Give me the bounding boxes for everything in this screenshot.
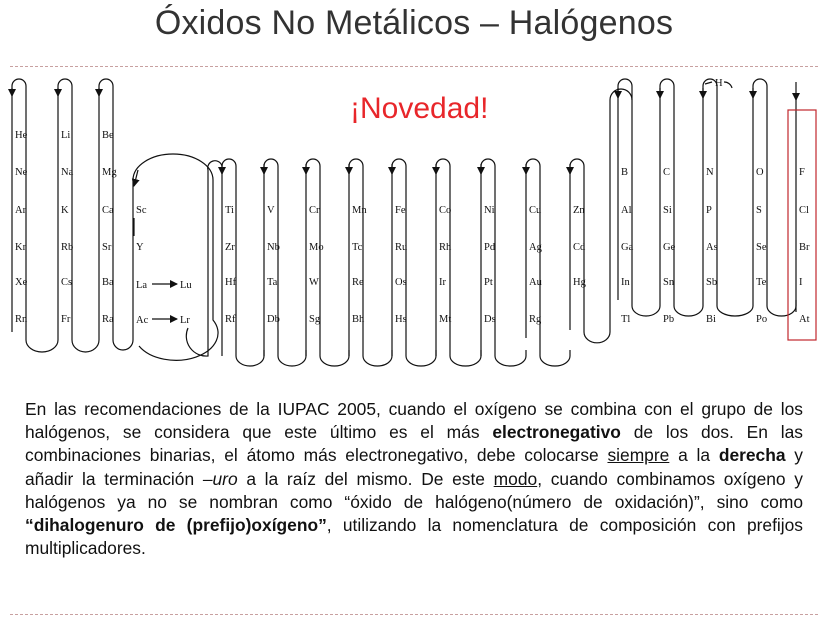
element-at: At bbox=[799, 314, 810, 325]
element-cr: Cr bbox=[309, 205, 320, 216]
para-underline-modo: modo bbox=[493, 468, 538, 489]
element-sc: Sc bbox=[136, 205, 147, 216]
element-ti: Ti bbox=[225, 205, 234, 216]
element-rg: Rg bbox=[529, 314, 542, 325]
element-co: Co bbox=[439, 205, 452, 216]
element-b: B bbox=[621, 167, 629, 178]
element-pd: Pd bbox=[484, 242, 496, 253]
element-xe: Xe bbox=[15, 277, 28, 288]
element-hs: Hs bbox=[395, 314, 407, 325]
element-nb: Nb bbox=[267, 242, 280, 253]
element-he: He bbox=[15, 130, 28, 141]
element-zn: Zn bbox=[573, 205, 585, 216]
element-si: Si bbox=[663, 205, 672, 216]
element-as: As bbox=[706, 242, 718, 253]
element-au: Au bbox=[529, 277, 542, 288]
element-n: N bbox=[706, 167, 714, 178]
element-w: W bbox=[309, 277, 319, 288]
element-te: Te bbox=[756, 277, 767, 288]
element-mo: Mo bbox=[309, 242, 324, 253]
element-br: Br bbox=[799, 242, 810, 253]
element-ru: Ru bbox=[395, 242, 408, 253]
bottom-divider bbox=[10, 614, 818, 615]
element-fe: Fe bbox=[395, 205, 406, 216]
explanation-paragraph bbox=[25, 398, 803, 560]
element-ar: Ar bbox=[15, 205, 27, 216]
element-y: Y bbox=[136, 242, 144, 253]
element-o: O bbox=[756, 167, 764, 178]
element-ac: Ac bbox=[136, 315, 149, 326]
element-tl: Tl bbox=[621, 314, 631, 325]
element-ag: Ag bbox=[529, 242, 542, 253]
element-p: P bbox=[706, 205, 712, 216]
para-text-7: , utilizando la nomenclatura de composición con prefijos multiplicadores. bbox=[25, 515, 804, 559]
element-mg: Mg bbox=[102, 167, 117, 178]
element-ne: Ne bbox=[15, 167, 28, 178]
element-k: K bbox=[61, 205, 69, 216]
element-ta: Ta bbox=[267, 277, 278, 288]
element-sn: Sn bbox=[663, 277, 675, 288]
para-text-3: a la bbox=[669, 445, 719, 466]
element-tc: Tc bbox=[352, 242, 363, 253]
element-mt: Mt bbox=[439, 314, 452, 325]
element-h: H bbox=[715, 78, 723, 89]
element-ni: Ni bbox=[484, 205, 495, 216]
element-ra: Ra bbox=[102, 314, 114, 325]
element-re: Re bbox=[352, 277, 364, 288]
element-ca: Ca bbox=[102, 205, 114, 216]
element-al: Al bbox=[621, 205, 632, 216]
element-hg: Hg bbox=[573, 277, 586, 288]
element-li: Li bbox=[61, 130, 71, 141]
element-c: C bbox=[663, 167, 671, 178]
para-italic-uro: –uro bbox=[202, 468, 238, 489]
element-rn: Rn bbox=[15, 314, 28, 325]
element-se: Se bbox=[756, 242, 767, 253]
para-text-6: , cuando combinamos oxígeno y halógenos ya no se nombran como “óxido de halógeno(número de oxidación)”, sino como bbox=[25, 468, 803, 512]
halogen-highlight-box bbox=[788, 110, 816, 340]
para-text-5: a la raíz del mismo. De este bbox=[237, 468, 494, 489]
element-db: Db bbox=[267, 314, 280, 325]
element-ba: Ba bbox=[102, 277, 114, 288]
element-pb: Pb bbox=[663, 314, 675, 325]
element-zr: Zr bbox=[225, 242, 235, 253]
element-cs: Cs bbox=[61, 277, 73, 288]
para-bold-derecha: derecha bbox=[718, 445, 786, 466]
element-ds: Ds bbox=[484, 314, 496, 325]
element-ge: Ge bbox=[663, 242, 676, 253]
element-hf: Hf bbox=[225, 277, 237, 288]
para-bold-dihalogenuro: “dihalogenuro de (prefijo)oxígeno” bbox=[25, 515, 327, 536]
element-sr: Sr bbox=[102, 242, 112, 253]
element-in: In bbox=[621, 277, 630, 288]
element-bh: Bh bbox=[352, 314, 365, 325]
element-po: Po bbox=[756, 314, 768, 325]
para-underline-siempre: siempre bbox=[607, 445, 670, 466]
element-f: F bbox=[799, 167, 805, 178]
para-text-4: y añadir la terminación bbox=[25, 445, 803, 489]
element-cd: Cd bbox=[573, 242, 586, 253]
element-bi: Bi bbox=[706, 314, 716, 325]
element-lr: Lr bbox=[180, 315, 190, 326]
element-ga: Ga bbox=[621, 242, 634, 253]
novedad-banner: ¡Novedad! bbox=[350, 92, 489, 125]
element-na: Na bbox=[61, 167, 74, 178]
element-v: V bbox=[267, 205, 275, 216]
element-rb: Rb bbox=[61, 242, 74, 253]
element-s: S bbox=[756, 205, 762, 216]
element-lu: Lu bbox=[180, 280, 192, 291]
element-la: La bbox=[136, 280, 148, 291]
element-sg: Sg bbox=[309, 314, 321, 325]
element-cu: Cu bbox=[529, 205, 542, 216]
periodic-spiral-diagram bbox=[0, 70, 828, 370]
element-rh: Rh bbox=[439, 242, 452, 253]
element-mn: Mn bbox=[352, 205, 367, 216]
element-be: Be bbox=[102, 130, 114, 141]
element-ir: Ir bbox=[439, 277, 446, 288]
element-cl: Cl bbox=[799, 205, 809, 216]
element-os: Os bbox=[395, 277, 407, 288]
page-title: Óxidos No Metálicos – Halógenos bbox=[154, 4, 674, 42]
top-divider bbox=[10, 66, 818, 67]
para-bold-electronegativo: electronegativo bbox=[492, 422, 621, 443]
para-text-2: de los dos. En las combinaciones binarias, el átomo más electronegativo, debe colocarse bbox=[25, 422, 803, 466]
element-kr: Kr bbox=[15, 242, 27, 253]
element-rf: Rf bbox=[225, 314, 236, 325]
element-i: I bbox=[799, 277, 803, 288]
element-sb: Sb bbox=[706, 277, 718, 288]
element-fr: Fr bbox=[61, 314, 71, 325]
element-pt: Pt bbox=[484, 277, 493, 288]
para-text-1: En las recomendaciones de la IUPAC 2005, cuando el oxígeno se combina con el grupo de los halógenos, se considera que este último es el más bbox=[25, 399, 803, 443]
